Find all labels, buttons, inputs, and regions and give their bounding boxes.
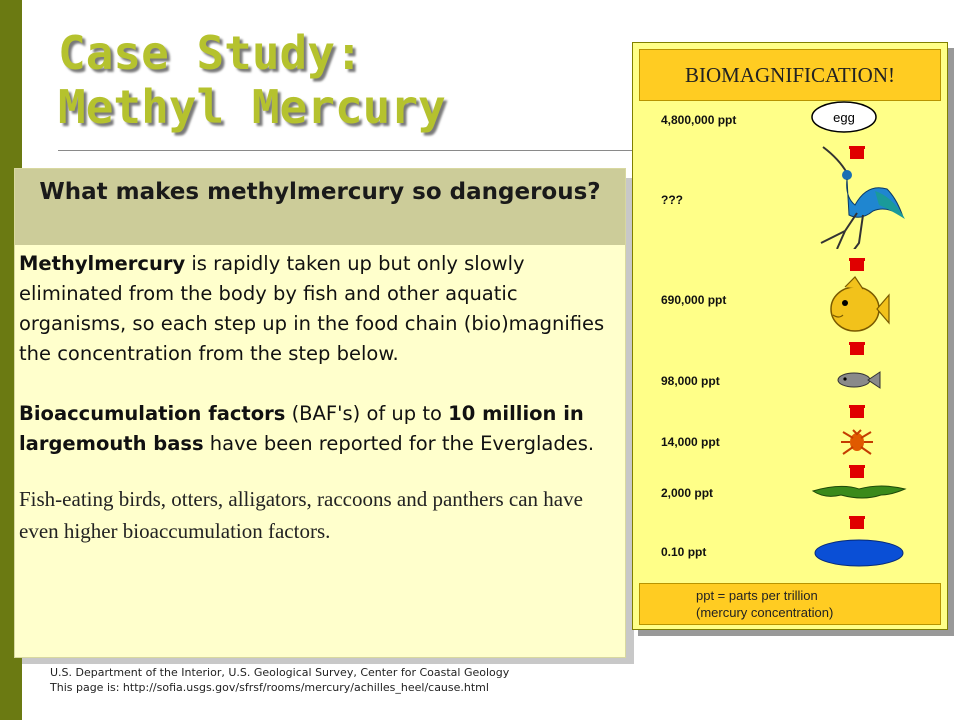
term-largemouth-bass: 10 million in largemouth bass — [19, 402, 584, 455]
paragraph-methylmercury — [19, 249, 619, 369]
arrow-marker-icon — [849, 515, 865, 529]
title-line-1: Case Study: — [58, 26, 363, 80]
paragraph-1-text: is rapidly taken up but only slowly eliminated from the body by fish and other aquatic organisms, so each step up in the food chain (bio)magnifies the concentration from the step below. — [19, 252, 605, 365]
level-label-water: 0.10 ppt — [661, 545, 707, 559]
poster-title: BIOMAGNIFICATION! — [639, 49, 941, 101]
egg-icon — [809, 99, 879, 135]
title-underline — [58, 150, 638, 151]
level-label-large-fish: 690,000 ppt — [661, 293, 727, 307]
source-line-2: This page is: http://sofia.usgs.gov/sfrsf/rooms/mercury/achilles_heel/cause.html — [50, 681, 489, 694]
level-label-bird: ??? — [661, 193, 683, 207]
arrow-marker-icon — [849, 341, 865, 355]
level-label-small-fish: 98,000 ppt — [661, 374, 720, 388]
large-fish-icon — [821, 275, 891, 341]
callout-box — [14, 168, 626, 658]
paragraph-2-text-b: have been reported for the Everglades. — [203, 432, 595, 455]
arrow-marker-icon — [849, 257, 865, 271]
title-line-2: Methyl Mercury — [58, 80, 446, 134]
paragraph-baf — [19, 399, 619, 459]
water-icon — [813, 537, 905, 569]
paragraph-predators: Fish-eating birds, otters, alligators, raccoons and panthers can have even higher bioaccumulation factors. — [19, 487, 583, 543]
insect-icon — [839, 426, 875, 458]
arrow-marker-icon — [849, 464, 865, 478]
arrow-marker-icon — [849, 145, 865, 159]
term-baf: Bioaccumulation factors — [19, 402, 286, 425]
level-label-insect: 14,000 ppt — [661, 435, 720, 449]
paragraph-2-text-a: (BAF's) of up to — [285, 402, 449, 425]
callout-body — [15, 245, 625, 547]
biomagnification-poster — [632, 42, 948, 630]
plant-icon — [811, 483, 907, 503]
level-label-plant: 2,000 ppt — [661, 486, 714, 500]
arrow-marker-icon — [849, 404, 865, 418]
footer-line-1: ppt = parts per trillion — [696, 588, 818, 603]
source-line-1: U.S. Department of the Interior, U.S. Geological Survey, Center for Coastal Geology — [50, 666, 510, 679]
egg-label: egg — [833, 110, 855, 125]
slide-title — [58, 26, 446, 134]
footer-line-2: (mercury concentration) — [696, 605, 834, 620]
poster-footer — [639, 583, 941, 625]
source-citation — [50, 665, 509, 695]
small-fish-icon — [836, 369, 882, 391]
callout-heading: What makes methylmercury so dangerous? — [15, 169, 625, 245]
term-methylmercury: Methylmercury — [19, 252, 186, 275]
level-label-egg: 4,800,000 ppt — [661, 113, 737, 127]
